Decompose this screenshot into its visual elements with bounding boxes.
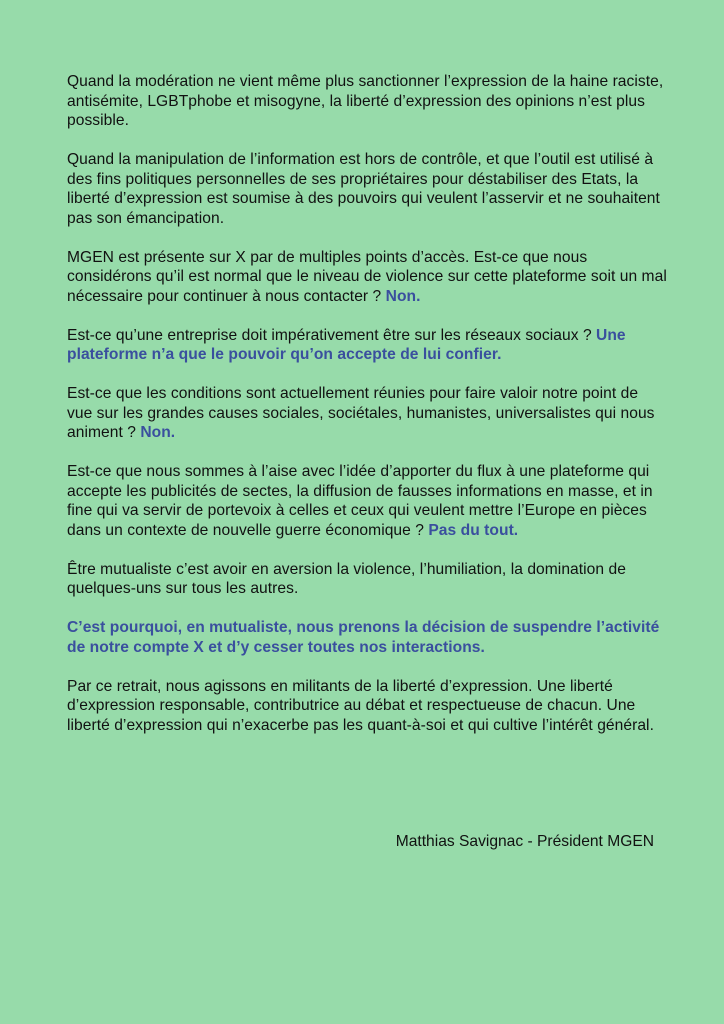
paragraph-answer: C’est pourquoi, en mutualiste, nous prenons la décision de suspendre l’activité de notre compte X et d’y cesser toutes nos interactions. — [67, 619, 660, 656]
paragraph-text: Être mutualiste c’est avoir en aversion la violence, l’humiliation, la domination de quelques-uns sur tous les autres. — [67, 560, 626, 597]
paragraph-moderation — [67, 72, 667, 131]
paragraph-text: Quand la modération ne vient même plus sanctionner l’expression de la haine raciste, antisémite, LGBTphobe et misogyne, la liberté d’expression des opinions n’est plus possible. — [67, 73, 664, 129]
paragraph-conditions-question — [67, 384, 667, 443]
paragraph-answer: Pas du tout. — [428, 521, 519, 539]
paragraph-text: MGEN est présente sur X par de multiples points d’accès. Est-ce que nous considérons qu’il est normal que le niveau de violence sur cette plateforme soit un mal nécessaire pour continuer à nous contacter ? — [67, 248, 667, 305]
paragraph-answer: Non. — [385, 287, 421, 305]
letter-body — [67, 72, 667, 755]
paragraph-mgen-presence — [67, 248, 667, 307]
paragraph-text: Par ce retrait, nous agissons en militants de la liberté d’expression. Une liberté d’expression responsable, contributrice au débat et respectueuse de chacun. Une liberté d’expression qui n’exacerbe pas les quant-à-soi et qui cultive l’intérêt général. — [67, 677, 654, 734]
paragraph-decision — [67, 618, 667, 657]
paragraph-comfort-question — [67, 462, 667, 540]
paragraph-enterprise-question — [67, 326, 667, 365]
signature: Matthias Savignac - Président MGEN — [395, 833, 654, 850]
paragraph-answer: Une plateforme n’a que le pouvoir qu’on accepte de lui confier. — [67, 326, 626, 363]
paragraph-text: Est-ce que les conditions sont actuellement réunies pour faire valoir notre point de vue sur les grandes causes sociales, sociétales, humanistes, universalistes qui nous animent ? — [67, 385, 655, 441]
paragraph-withdrawal — [67, 677, 667, 736]
paragraph-manipulation — [67, 150, 667, 228]
paragraph-mutualist — [67, 560, 667, 599]
paragraph-text: Est-ce qu’une entreprise doit impérativement être sur les réseaux sociaux ? — [67, 326, 597, 344]
paragraph-text: Quand la manipulation de l’information est hors de contrôle, et que l’outil est utilisé à des fins politiques personnelles de ses propriétaires pour déstabiliser des Etats, la liberté d’expression est soumise à des pouvoirs qui veulent l’asservir et ne souhaitent pas son émancipation. — [67, 151, 660, 227]
paragraph-answer: Non. — [140, 424, 176, 441]
paragraph-text: Est-ce que nous sommes à l’aise avec l’idée d’apporter du flux à une plateforme qui accepte les publicités de sectes, la diffusion de fausses informations en masse, et in fine qui va servir de portevoix à celles et ceux qui veulent mettre l’Europe en pièces dans un contexte de nouvelle guerre économique ? — [67, 463, 653, 539]
